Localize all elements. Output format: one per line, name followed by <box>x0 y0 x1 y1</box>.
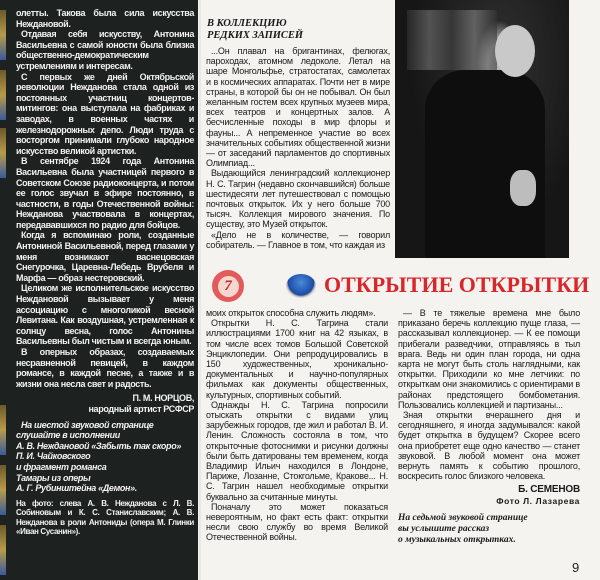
author: Б. СЕМЕНОВ <box>518 484 580 496</box>
listen-line: А. В. Неждановой «Забыть так скоро» <box>16 440 182 451</box>
signature-name: П. М. НОРЦОВ, <box>132 393 194 404</box>
signature-title: народный артист РСФСР <box>88 403 194 414</box>
paragraph: «Дело не в количестве, — говорил собиратель. — Главное в том, что каждая из <box>206 229 390 250</box>
heading-line: РЕДКИХ ЗАПИСЕЙ <box>207 30 304 41</box>
paragraph: В сентябре 1924 года Антонина Васильевна была участницей первого в Советском Союзе радиоконцерта, и потом ее голос звучал в эфире постоянно, в частности, в годы Отечественной войны: Нежданова участвовала в концертах, передававшихся по радио для бойцов. <box>16 156 194 230</box>
photo-credit: Фото Л. Лазарева <box>496 496 580 507</box>
sound-page-tab <box>0 128 6 178</box>
sound-page-note <box>398 513 580 546</box>
nezhdanova-article-text <box>16 8 194 536</box>
page-number: 9 <box>572 560 580 575</box>
paragraph: моих открыток способна служить людям». <box>206 308 376 318</box>
paragraph: олетты. Такова была сила искусства Неждановой. <box>16 8 194 29</box>
paragraph: ...Он плавал на бригантинах, фелюгах, пароходах, атомном ледоколе. Летал на шаре Монгольфье, стратостатах, самолетах и в космических аппаратах. Почти нет в мире страны, в которой бы он не побывал. Он был желанным гостем всех крупных музеев мира, всех театров и концертных залов. А бесчисленные походы в мир флоры и фауны... А непременное участие во всех значительных событиях общественной жизни — от заседаний парламентов до спортивных Олимпиад... <box>206 46 390 169</box>
left-dark-panel <box>0 0 198 580</box>
article-column-2 <box>398 308 580 546</box>
paragraph: Выдающийся ленинградский коллекционер Н. С. Тагрин (недавно скончавшийся) больше шестидесяти лет путешествовал с помощью почтовых открыток. Их у него больше 700 тысяч. Коллекция мирового значения. По существу, это Музей открыток. <box>206 168 390 230</box>
paragraph: С первых же дней Октябрьской революции Нежданова стала одной из постоянных участниц концертов-митингов: она выступала на фабриках и заводах, в военных частях и железнодорожных депо. Люди труда с восторгом принимали глубоко народное искусство великой артистки. <box>16 71 194 156</box>
paragraph: Поначалу это может показаться невероятным, но факт есть факт: открытки несли свою службу во время Великой Отечественной войны. <box>206 501 388 543</box>
paragraph: Зная открытки вчерашнего дня и сегодняшнего, я иногда задумывался: какой будет открытка в будущем? Скорее всего она приобретет еще одно качество — станет звуковой. В любой момент она может вернуть память к событию прошлого, воскресить голос близкого человека. <box>398 410 580 482</box>
listen-line: А. Г. Рубинштейна «Демон». <box>16 483 137 494</box>
listen-line: Тамары из оперы <box>16 472 91 483</box>
section-heading <box>207 18 303 42</box>
column-divider <box>199 0 201 580</box>
paragraph: В оперных образах, создаваемых несравненной певицей, в каждом романсе, в каждой песне, а также и в жизни она несла свет и радость. <box>16 347 194 389</box>
paragraph: Открытки Н. С. Тагрина стали иллюстрациями 1700 книг на 42 языках, в том числе всех томов Большой Советской Энциклопедии. Они репродуцировались в 150 художественных, хроникально-документальных и научно-популярных фильмах как документы общественных, культурных, спортивных событий. <box>206 318 388 400</box>
sound-page-tab <box>0 405 6 455</box>
photo-caption: На фото: слева А. В. Нежданова с Л. В. Собиновым и К. С. Станиславским; А. В. Нежданова в роли Антониды (опера М. Глинки «Иван Сусанин»). <box>16 498 194 536</box>
listen-line: П. И. Чайковского <box>16 451 91 462</box>
sound-page-tab <box>0 10 6 60</box>
article-column-1 <box>206 308 388 543</box>
paragraph: Когда я вспоминаю роли, созданные Антониной Васильевной, перед глазами у меня возникают васнецовская Снегурочка, Царевна-Лебедь Врубеля и Марфа — образ нестеровский. <box>16 230 194 283</box>
sound-page-tab <box>0 70 6 120</box>
paragraph: Однажды Н. С. Тагрина попросили отыскать открытки с видами улиц зарубежных городов, где жил и работал В. И. Ленин. Сложность состояла в том, что открыточные фотоснимки и рисунки должны были быть датированы тем временем, когда Владимир Ильич находился в Лондоне, Париже, Лозанне, Стокгольме, Кракове... Н. С. Тагрин нашел необходимые открытки буквально за считанные минуты. <box>206 399 388 502</box>
listen-line: слушайте в исполнении <box>16 430 120 441</box>
paragraph: Целиком же исполнительское искусство Неждановой вызывает у меня ассоциацию с многоликой весной Левитана. Как воздушная, устремленная к солнцу весна, голос Антонины Васильевны был чистым и всегда юным. <box>16 283 194 347</box>
note-line: На седьмой звуковой странице <box>398 513 528 524</box>
paragraph: Отдавая себя искусству, Антонина Васильевна с самой юности была близка общественно-демократическим устремлениям и интересам. <box>16 29 194 71</box>
article-title: ОТКРЫТИЕ ОТКРЫТКИ <box>324 272 590 297</box>
sound-page-tab <box>0 525 6 575</box>
listen-line: и фрагмент романса <box>16 461 107 472</box>
listen-line: На шестой звуковой странице <box>21 419 154 430</box>
article-number-badge <box>212 270 244 302</box>
intro-column <box>206 46 390 250</box>
sound-page-tab <box>0 465 6 515</box>
note-line: о музыкальных открытках. <box>398 535 516 546</box>
note-line: вы услышите рассказ <box>398 524 490 535</box>
collector-portrait-photo <box>395 0 569 258</box>
listen-note <box>16 420 194 494</box>
article-number: 7 <box>218 276 239 297</box>
sound-knob-icon <box>286 274 316 298</box>
heading-line: В КОЛЛЕКЦИЮ <box>207 18 287 29</box>
paragraph: — В те тяжелые времена мне было приказано беречь коллекцию пуще глаза, — рассказывал коллекционер. — К ее помощи прибегали разведчики, отправляясь в тыл врага. Ведь ни один план города, ни одна карта не могут быть столь наглядными, как открытки. Приходили ко мне летчики: по открыткам они знакомились с ориентирами в районах предстоящего бомбометания. Пользовались коллекцией и партизаны... <box>398 308 580 410</box>
